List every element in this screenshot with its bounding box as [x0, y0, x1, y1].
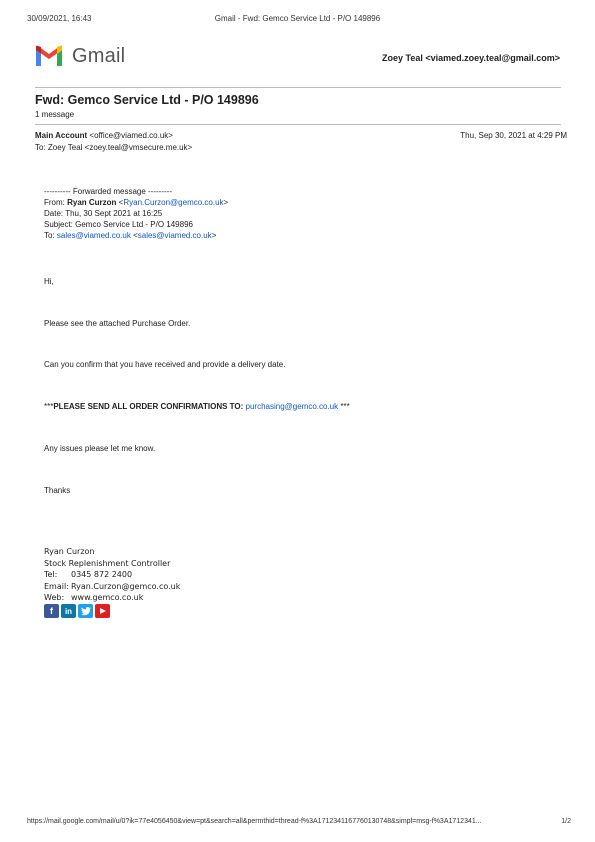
- forwarded-to: To: sales@viamed.co.uk <sales@viamed.co.uk>: [44, 231, 217, 240]
- header-divider: [35, 87, 561, 88]
- subject-divider: [35, 124, 561, 125]
- signature-web: Web: www.gemco.co.uk: [44, 593, 144, 602]
- facebook-icon[interactable]: f: [44, 604, 59, 618]
- body-paragraph-1: Please see the attached Purchase Order.: [44, 319, 191, 328]
- forwarded-sender-email[interactable]: Ryan.Curzon@gemco.co.uk: [123, 198, 224, 207]
- thread-subject: Fwd: Gemco Service Ltd - P/O 149896: [35, 93, 259, 107]
- account-label: Zoey Teal <viamed.zoey.teal@gmail.com>: [381, 53, 560, 63]
- signature: [44, 546, 180, 604]
- signature-email: Email: Ryan.Curzon@gemco.co.uk: [44, 581, 181, 591]
- sender-email: <office@viamed.co.uk>: [89, 131, 173, 140]
- print-title: Gmail - Fwd: Gemco Service Ltd - P/O 149896: [214, 14, 381, 23]
- purchasing-email-link[interactable]: purchasing@gemco.co.uk: [245, 402, 339, 411]
- twitter-icon[interactable]: [78, 604, 93, 618]
- youtube-icon[interactable]: [95, 604, 110, 618]
- closing: Thanks: [44, 486, 71, 495]
- footer-url: https://mail.google.com/mail/u/0?ik=77e4056450&view=pt&search=all&permthid=thread-f%3A1712341167760130748&simpl=msg-f%3A1712341...: [27, 818, 482, 825]
- forwarded-block: [44, 186, 228, 241]
- print-datetime: 30/09/2021, 16:43: [27, 14, 92, 23]
- greeting: Hi,: [44, 277, 54, 286]
- forwarded-subject: Subject: Gemco Service Ltd - P/O 149896: [44, 220, 193, 229]
- signature-tel: Tel: 0345 872 2400: [44, 570, 133, 579]
- forwarded-sender-name: Ryan Curzon: [67, 198, 117, 207]
- forwarded-to-link[interactable]: sales@viamed.co.uk: [56, 231, 131, 240]
- social-links: [44, 604, 110, 618]
- page-number: 1/2: [561, 818, 571, 825]
- message-date: Thu, Sep 30, 2021 at 4:29 PM: [460, 131, 567, 140]
- signature-name: Ryan Curzon: [44, 547, 95, 556]
- body-paragraph-3: Any issues please let me know.: [44, 444, 156, 453]
- linkedin-icon[interactable]: in: [61, 604, 76, 618]
- message-from: [35, 131, 173, 140]
- forwarded-header: ---------- Forwarded message ---------: [44, 187, 172, 196]
- gmail-logo-icon: [34, 44, 64, 68]
- forwarded-from: From: Ryan Curzon <Ryan.Curzon@gemco.co.uk>: [44, 198, 229, 207]
- message-to: To: Zoey Teal <zoey.teal@vmsecure.me.uk>: [35, 143, 193, 152]
- signature-role: Stock Replenishment Controller: [44, 558, 171, 568]
- body-paragraph-2: Can you confirm that you have received and provide a delivery date.: [44, 360, 286, 369]
- forwarded-date: Date: Thu, 30 Sept 2021 at 16:25: [44, 209, 163, 218]
- message-count: 1 message: [35, 110, 75, 119]
- forwarded-to-email[interactable]: sales@viamed.co.uk: [137, 231, 212, 240]
- sender-name: Main Account: [35, 131, 88, 140]
- gmail-wordmark: Gmail: [72, 45, 126, 67]
- confirmation-notice: ***PLEASE SEND ALL ORDER CONFIRMATIONS TO: purchasing@gemco.co.uk ***: [44, 402, 350, 411]
